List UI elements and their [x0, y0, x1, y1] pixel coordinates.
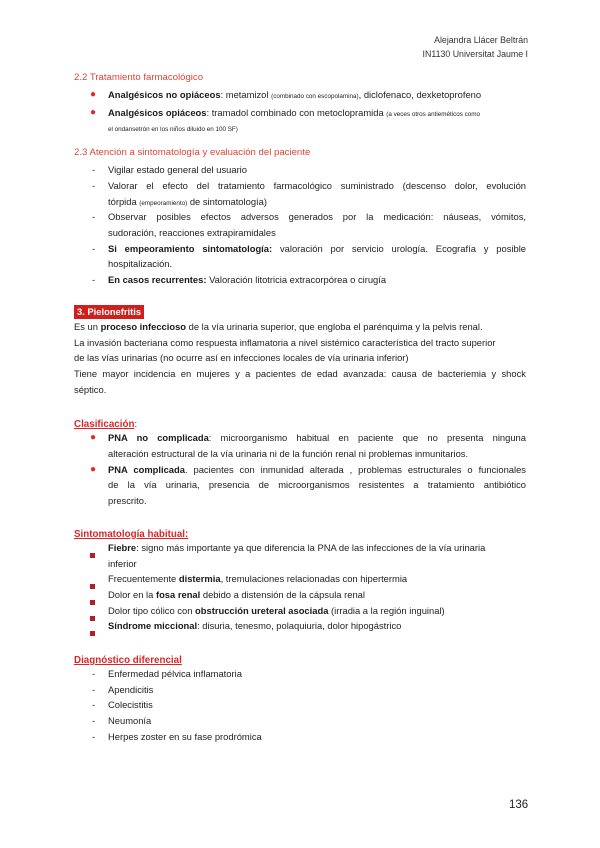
heading-diagnostico: Diagnóstico diferencial: [74, 655, 182, 666]
list-item: Síndrome miccional: disuria, tenesmo, polaquiuria, dolor hipogástrico: [108, 620, 402, 631]
paragraph: Tiene mayor incidencia en mujeres y a pacientes de edad avanzada: causa de bacteriemia y shock: [74, 368, 526, 379]
list-item: Frecuentemente distermia, tremulaciones relacionadas con hipertermia: [108, 573, 408, 584]
dash-bullet: -: [92, 274, 96, 285]
bullet-square: [90, 623, 95, 641]
list-item: Analgésicos no opiáceos: metamizol (combinado con escopolamina), diclofenaco, dexketoprofeno: [108, 89, 482, 100]
bullet-dot: ●: [90, 107, 97, 118]
heading-sintomatologia: Sintomatología habitual:: [74, 529, 189, 540]
heading-2-2: 2.2 Tratamiento farmacológico: [74, 72, 204, 83]
page-header: [423, 33, 528, 61]
bullet-dot: ●: [90, 432, 97, 443]
list-item: Fiebre: signo más importante ya que diferencia la PNA de las infecciones de la vía urinaria: [108, 542, 486, 553]
list-item: Vigilar estado general del usuario: [108, 164, 247, 175]
dash-bullet: -: [92, 684, 96, 695]
list-item: PNA no complicada: microorganismo habitual en paciente que no presenta ninguna: [108, 432, 526, 443]
list-item: Dolor en la fosa renal debido a distensión de la cápsula renal: [108, 589, 365, 600]
paragraph-continuation: séptico.: [74, 384, 107, 395]
section-heading-pielonefritis: 3. Pielonefritis: [74, 305, 144, 319]
list-item-continuation: tórpida (empeoramiento) de sintomatología): [108, 196, 267, 207]
bullet-square: [90, 545, 95, 563]
list-item: Herpes zoster en su fase prodrómica: [108, 731, 262, 742]
list-item: Neumonía: [108, 715, 152, 726]
dash-bullet: -: [92, 668, 96, 679]
bullet-dot: ●: [90, 89, 97, 100]
dash-bullet: -: [92, 715, 96, 726]
dash-bullet: -: [92, 211, 96, 222]
list-item: Si empeoramiento sintomatología: valoración por servicio urología. Ecografía y posible: [108, 243, 526, 254]
list-item-continuation: inferior: [108, 558, 137, 569]
heading-clasificacion: Clasificación:: [74, 418, 138, 430]
dash-bullet: -: [92, 731, 96, 742]
list-item: PNA complicada. pacientes con inmunidad alterada , problemas estructurales o funcionales: [108, 464, 526, 475]
list-item-continuation: hospitalización.: [108, 258, 173, 269]
dash-bullet: -: [92, 699, 96, 710]
paragraph: La invasión bacteriana como respuesta inflamatoria a nivel sistémico característica del tracto superior: [74, 337, 496, 348]
heading-2-3: 2.3 Atención a sintomatología y evaluación del paciente: [74, 147, 311, 158]
list-item-continuation: sudoración, reacciones extrapiramidales: [108, 227, 276, 238]
header-author: Alejandra Llácer Beltrán: [434, 35, 528, 45]
list-item: Enfermedad pélvica inflamatoria: [108, 668, 242, 679]
paragraph-continuation: de las vías urinarias (no ocurre así en infecciones locales de vía urinaria inferior): [74, 352, 409, 363]
list-item-continuation: de la vía urinaria, presencia de microorganismos resistentes a tratamiento antibiótico: [108, 479, 526, 490]
list-item: Observar posibles efectos adversos generados por la medicación: náuseas, vómitos,: [108, 211, 526, 222]
list-item: Dolor tipo cólico con obstrucción ureteral asociada (irradia a la región inguinal): [108, 605, 445, 616]
list-item: Analgésicos opiáceos: tramadol combinado con metoclopramida (a veces otros antieméticos como: [108, 107, 481, 118]
paragraph: Es un proceso infeccioso de la vía urinaria superior, que engloba el parénquima y la pelvis renal.: [74, 321, 483, 332]
bullet-dot: ●: [90, 464, 97, 475]
list-item: Valorar el efecto del tratamiento farmacológico suministrado (descenso dolor, evolución: [108, 180, 526, 191]
list-item-continuation: el ondansetrón en los niños diluido en 100 SF): [108, 126, 238, 133]
header-course: IN1130 Universitat Jaume I: [422, 49, 528, 59]
list-item-continuation: alteración estructural de la vía urinaria ni de la función renal ni problemas inmunitarios.: [108, 448, 469, 459]
dash-bullet: -: [92, 243, 96, 254]
list-item: En casos recurrentes: Valoración litotricia extracorpórea o cirugía: [108, 274, 387, 285]
list-item: Apendicitis: [108, 684, 154, 695]
list-item-continuation: prescrito.: [108, 495, 147, 506]
list-item: Colecistitis: [108, 699, 153, 710]
page-number: 136: [509, 799, 529, 811]
dash-bullet: -: [92, 164, 96, 175]
dash-bullet: -: [92, 180, 96, 191]
